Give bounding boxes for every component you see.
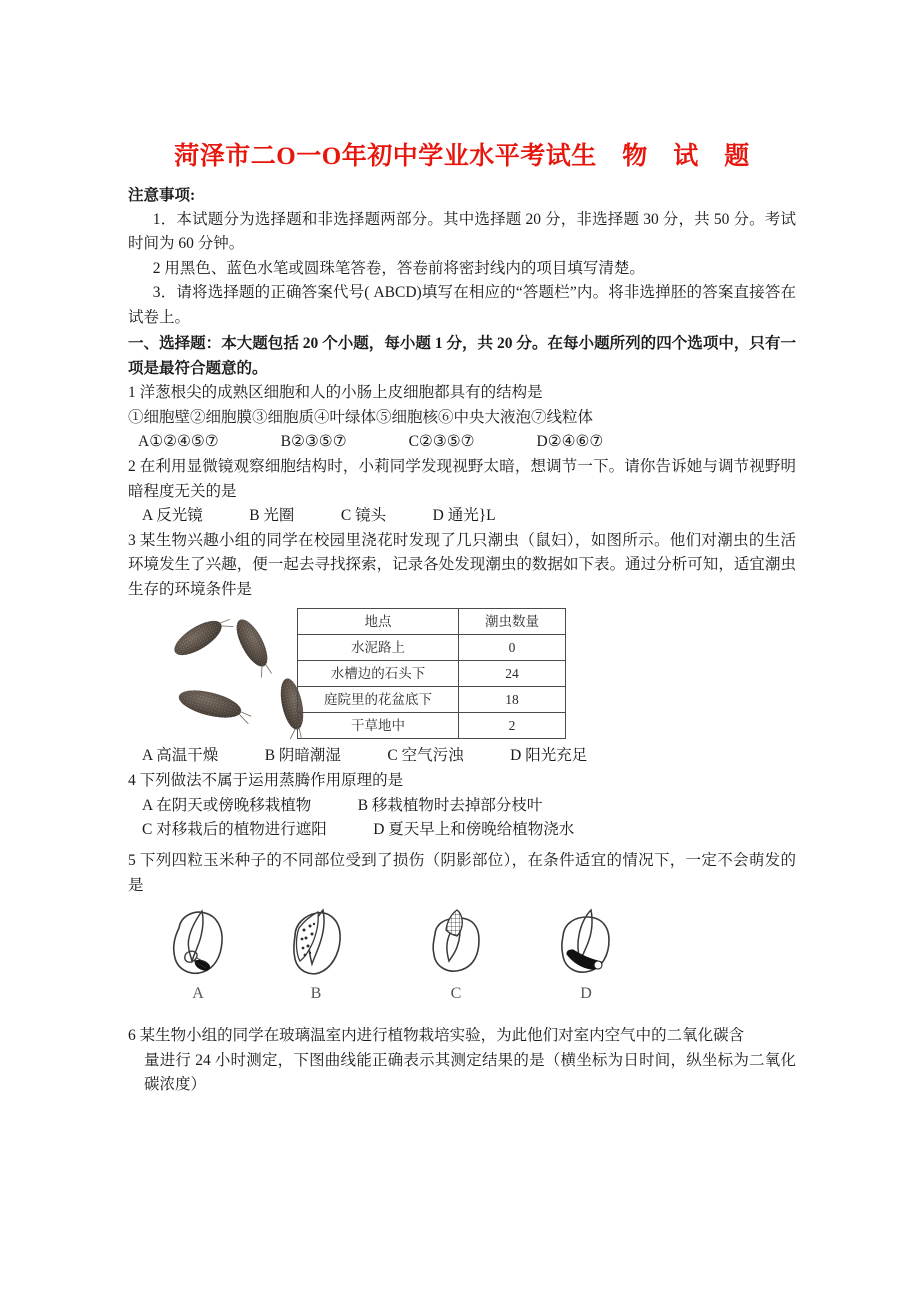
question-2-options: A 反光镜 B 光圈 C 镜头 D 通光}L: [142, 507, 496, 525]
corn-seed-b-icon: [279, 906, 353, 984]
table-row: [298, 713, 566, 739]
table-header-row: [298, 609, 566, 635]
question-6-stem-continued: 量进行 24 小时测定，下图曲线能正确表示其测定结果的是（横坐标为日时间，纵坐标为二氧化碳浓度）: [144, 1051, 796, 1094]
seed-label-d: D: [580, 985, 592, 1003]
seed-option-c: [410, 906, 502, 1003]
question-3-stem: 3 某生物兴趣小组的同学在校园里浇花时发现了几只潮虫（鼠妇），如图所示。他们对潮虫的生活环境发生了兴趣，便一起去寻找探索，记录各处发现潮虫的数据如下表。通过分析可知，适宜潮虫生存的环境条件是: [128, 531, 796, 598]
question-6-stem: 6 某生物小组的同学在玻璃温室内进行植物栽培实验，为此他们对室内空气中的二氧化碳含: [128, 1027, 745, 1045]
table-cell-place: 水槽边的石头下: [298, 661, 459, 687]
table-row: [298, 635, 566, 661]
notice-item-3: 3．请将选择题的正确答案代号( ABCD)填写在相应的“答题栏”内。将非选掸胚的答案直接答在试卷上。: [128, 284, 796, 326]
section-one-heading: 一、选择题：本大题包括 20 个小题，每小题 1 分，共 20 分。在每小题所列的四个选项中，只有一项是最符合题意的。: [128, 335, 796, 377]
question-3-options: A 高温干燥 B 阴暗潮湿 C 空气污浊 D 阳光充足: [142, 747, 588, 765]
table-cell-count: 18: [459, 687, 566, 713]
table-row: [298, 661, 566, 687]
question-1-structure-list: ①细胞壁②细胞膜③细胞质④叶绿体⑤细胞核⑥中央大液泡⑦线粒体: [128, 408, 594, 426]
table-cell-place: 干草地中: [298, 713, 459, 739]
table-cell-place: 水泥路上: [298, 635, 459, 661]
question-2-stem: 2 在利用显微镜观察细胞结构时，小莉同学发现视野太暗，想调节一下。请你告诉她与调节视野明暗程度无关的是: [128, 458, 796, 500]
table-cell-place: 庭院里的花盆底下: [298, 687, 459, 713]
table-header-place: 地点: [298, 609, 459, 635]
question-1-stem: 1 洋葱根尖的成熟区细胞和人的小肠上皮细胞都具有的结构是: [128, 384, 543, 402]
notice-heading: 注意事项:: [128, 186, 196, 204]
corn-seed-a-icon: [161, 906, 235, 984]
table-cell-count: 2: [459, 713, 566, 739]
question-1-options: A①②④⑤⑦ B②③⑤⑦ C②③⑤⑦ D②④⑥⑦: [138, 433, 604, 451]
seed-label-a: A: [192, 985, 204, 1003]
page-title: 菏泽市二O一O年初中学业水平考试生 物 试 题: [174, 143, 750, 170]
question-5-stem: 5 下列四粒玉米种子的不同部位受到了损伤（阴影部位），在条件适宜的情况下，一定不会萌发的是: [128, 852, 796, 894]
question-4-options-line-2: C 对移栽后的植物进行遮阳 D 夏天早上和傍晚给植物浇水: [142, 821, 575, 839]
corn-seed-d-icon: [549, 906, 623, 984]
table-header-count: 潮虫数量: [459, 609, 566, 635]
seed-option-d: [540, 906, 632, 1003]
table-row: [298, 687, 566, 713]
question-3-figure-row: [128, 606, 796, 742]
notice-item-1: 1．本试题分为选择题和非选择题两部分。其中选择题 20 分，非选择题 30 分，共 50 分。考试时间为 60 分钟。: [128, 211, 796, 253]
question-4-options-line-1: A 在阴天或傍晚移栽植物 B 移栽植物时去掉部分枝叶: [142, 796, 543, 814]
table-cell-count: 24: [459, 661, 566, 687]
seed-option-b: [270, 906, 362, 1003]
page-content: [128, 140, 796, 1098]
question-4-stem: 4 下列做法不属于运用蒸腾作用原理的是: [128, 772, 404, 790]
seed-option-a: [152, 906, 244, 1003]
question-5-seed-figures: [128, 906, 796, 1018]
seed-label-b: B: [310, 985, 322, 1003]
table-cell-count: 0: [459, 635, 566, 661]
seed-label-c: C: [450, 985, 462, 1003]
pillbug-count-table: [297, 608, 566, 739]
notice-item-2: 2 用黑色、蓝色水笔或圆珠笔答卷，答卷前将密封线内的项目填写清楚。: [152, 259, 645, 277]
corn-seed-c-icon: [419, 906, 493, 984]
